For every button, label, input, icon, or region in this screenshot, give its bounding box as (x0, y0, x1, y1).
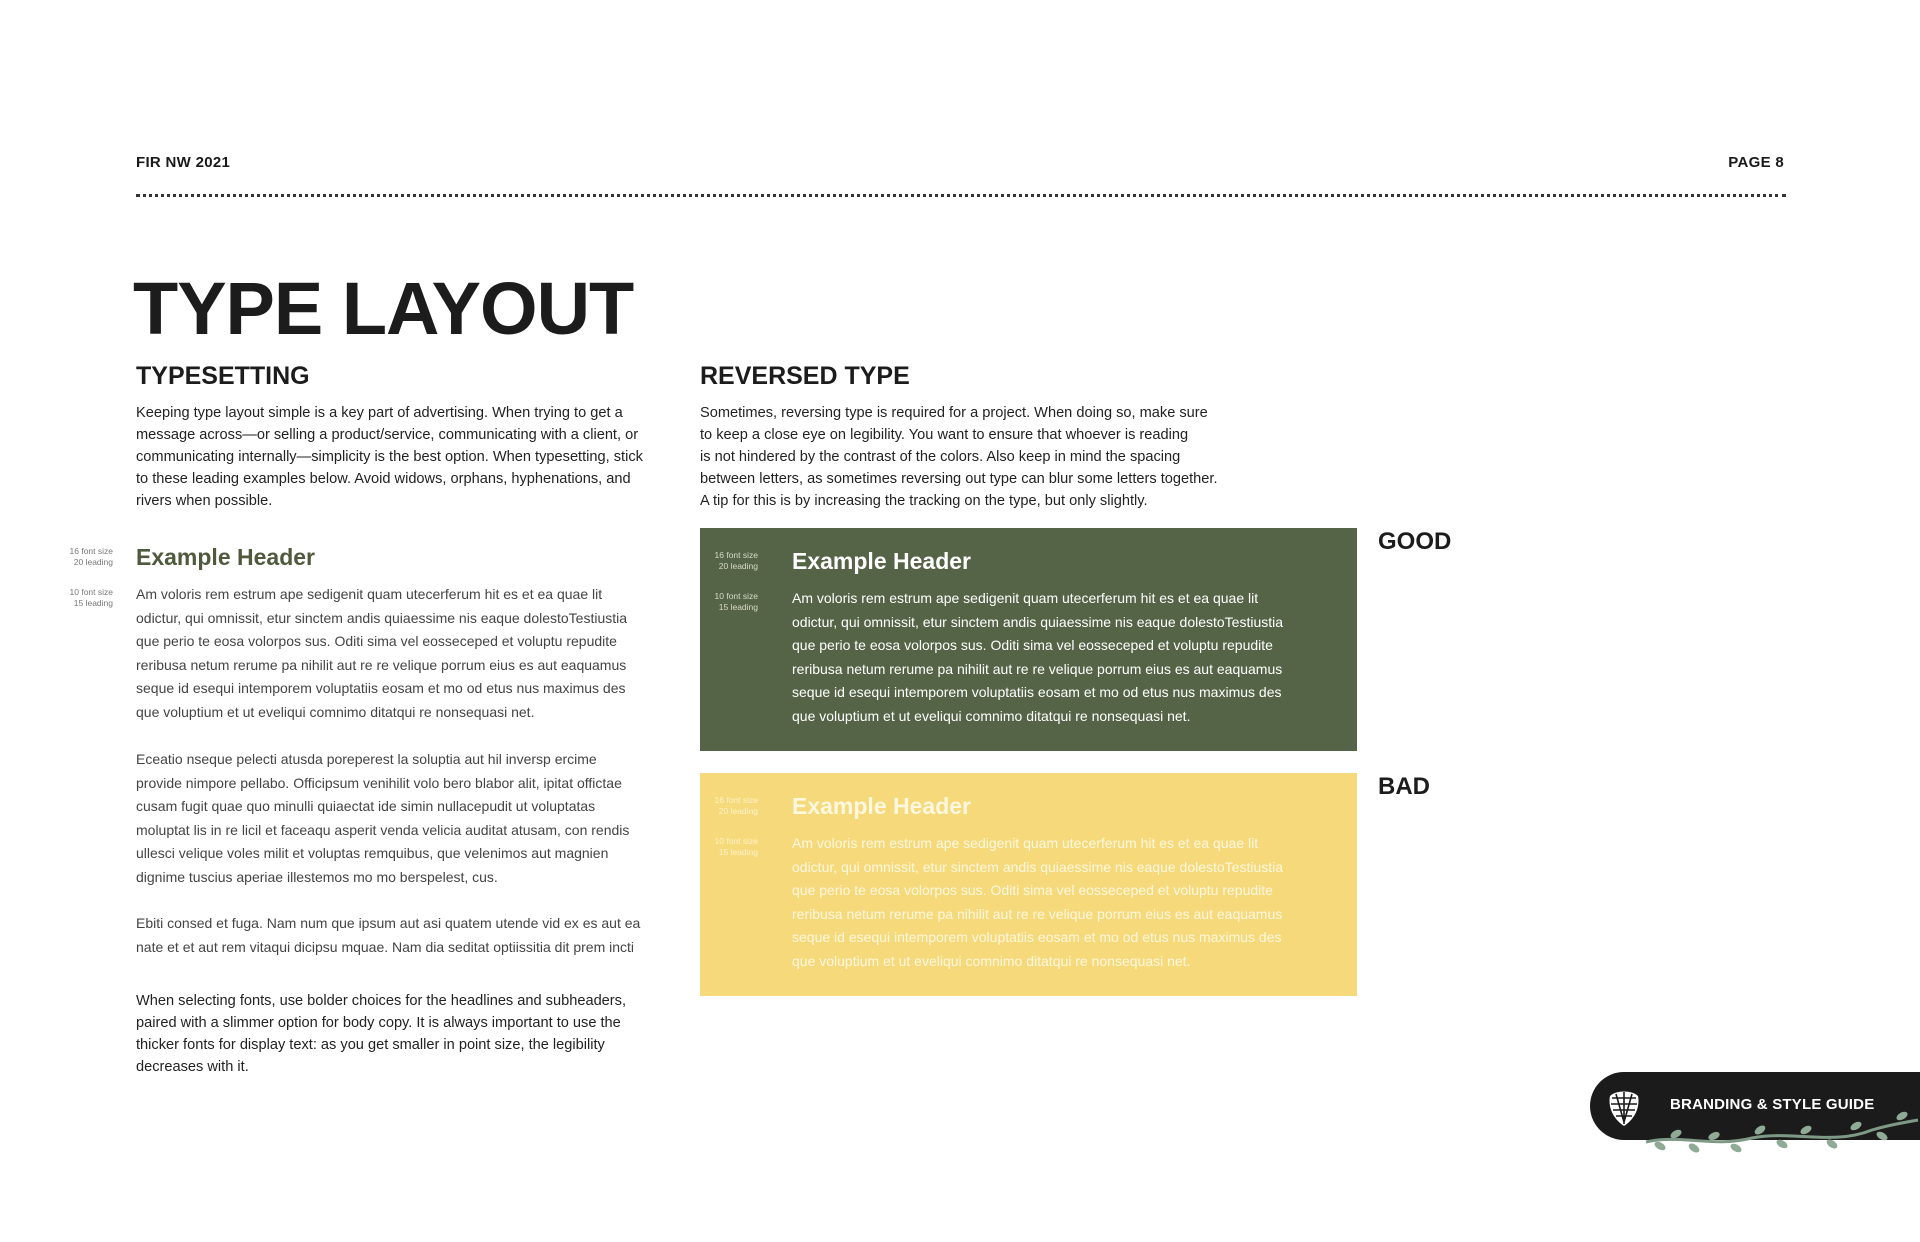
closing-paragraph (136, 990, 678, 1078)
example-paragraph-1 (136, 583, 696, 724)
text-line: odictur, qui omnissit, etur sinctem andis quiaessime nis eaque dolestoTestiustia (136, 609, 628, 626)
pinecone-icon (1606, 1084, 1642, 1133)
text-line: que perio te eosa volorpos sus. Oditi sima vel eosseceped et voluptu repudite (792, 637, 1273, 653)
text-line: que perio te eosa volorpos sus. Oditi sima vel eosseceped et voluptu repudite (136, 633, 617, 649)
text-line: between letters, as sometimes reversing out type can blur some letters together. (700, 471, 1218, 487)
typesetting-intro (136, 402, 678, 512)
text-line: que perio te eosa volorpos sus. Oditi sima vel eosseceped et voluptu repudite (792, 882, 1273, 898)
badge-label: BRANDING & STYLE GUIDE (1670, 1096, 1875, 1113)
text-line: decreases with it. (136, 1059, 249, 1075)
text-line: paired with a slimmer option for body copy. It is always important to use the (136, 1015, 621, 1031)
example-body (792, 587, 1352, 728)
note-line: 16 font size (714, 795, 758, 805)
text-line: is not hindered by the contrast of the colors. Also keep in mind the spacing (700, 449, 1181, 465)
note-line: 10 font size (714, 836, 758, 846)
note-line: 15 leading (718, 602, 758, 612)
text-line: dignime tuscius aperiae illestemos mo mo berspelest, cus. (136, 868, 498, 885)
text-line: seque id esequi intemporem voluptatiis eosam et mo od etus nus maximus des (792, 684, 1282, 700)
text-line: Ebiti consed et fuga. Nam num que ipsum aut asi quatem utende vid ex es aut ea (136, 915, 641, 931)
text-line: reribusa netum rerume pa nihilit aut re re velique porrum eius es aut eaquamus (792, 905, 1283, 922)
text-line: Am voloris rem estrum ape sedigenit quam utecerferum hit es et ea quae lit (792, 590, 1259, 606)
text-line: to these leading examples below. Avoid widows, orphans, hyphenations, and (136, 471, 631, 487)
bad-label: BAD (1378, 773, 1430, 800)
note-line: 15 leading (73, 598, 113, 608)
page-title: TYPE LAYOUT (133, 267, 634, 350)
note-line: 20 leading (718, 561, 758, 571)
example-paragraph-3 (136, 912, 696, 959)
note-line: 10 font size (714, 591, 758, 601)
spec-note-body (700, 591, 758, 613)
text-line: rivers when possible. (136, 493, 273, 509)
note-line: 16 font size (69, 546, 113, 556)
text-line: seque id esequi intemporem voluptatiis eosam et mo od etus nus maximus des (792, 929, 1282, 945)
bad-example-box (700, 773, 1357, 996)
text-line: reribusa netum rerume pa nihilit aut re re velique porrum eius es aut eaquamus (792, 660, 1283, 677)
note-line: 20 leading (718, 806, 758, 816)
text-line: odictur, qui omnissit, etur sinctem andis quiaessime nis eaque dolestoTestiustia (792, 613, 1284, 630)
example-body (792, 832, 1352, 973)
text-line: to keep a close eye on legibility. You want to ensure that whoever is reading (700, 427, 1189, 443)
reversed-intro (700, 402, 1245, 512)
doc-header-left: FIR NW 2021 (136, 154, 231, 171)
text-line: seque id esequi intemporem voluptatiis eosam et mo od etus nus maximus des (136, 680, 626, 696)
page-number: PAGE 8 (1728, 154, 1784, 171)
spec-note-body (700, 836, 758, 858)
note-line: 20 leading (73, 557, 113, 567)
example-header: Example Header (792, 793, 971, 819)
text-line: A tip for this is by increasing the tracking on the type, but only slightly. (700, 493, 1148, 509)
text-line: odictur, qui omnissit, etur sinctem andis quiaessime nis eaque dolestoTestiustia (792, 858, 1284, 875)
typesetting-heading: TYPESETTING (136, 362, 310, 390)
good-label: GOOD (1378, 528, 1452, 555)
text-line: que voluptium et ut eveliqui comnimo ditatqui re nonsequasi net. (136, 703, 535, 720)
note-line: 15 leading (718, 847, 758, 857)
text-line: communicating internally—simplicity is the best option. When typesetting, stick (136, 449, 643, 465)
text-line: Sometimes, reversing type is required for a project. When doing so, make sure (700, 405, 1208, 421)
text-line: ullesci velique voles milit et voluptas remquibus, que velenimos aut magnien (136, 845, 609, 861)
reversed-type-heading: REVERSED TYPE (700, 362, 910, 390)
text-line: reribusa netum rerume pa nihilit aut re re velique porrum eius es aut eaquamus (136, 656, 627, 673)
good-example-box (700, 528, 1357, 751)
spec-note-header (700, 550, 758, 572)
spec-note-header (45, 546, 113, 568)
example-header: Example Header (136, 544, 315, 570)
note-line: 10 font size (69, 587, 113, 597)
example-paragraph-2 (136, 748, 696, 889)
text-line: Keeping type layout simple is a key part of advertising. When trying to get a (136, 405, 623, 421)
text-line: Am voloris rem estrum ape sedigenit quam utecerferum hit es et ea quae lit (136, 586, 603, 602)
text-line: Am voloris rem estrum ape sedigenit quam utecerferum hit es et ea quae lit (792, 835, 1259, 851)
text-line: When selecting fonts, use bolder choices for the headlines and subheaders, (136, 993, 627, 1009)
spec-note-header (700, 795, 758, 817)
text-line: que voluptium et ut eveliqui comnimo ditatqui re nonsequasi net. (792, 952, 1191, 969)
text-line: nate et et aut rem vitaqui dicipsu mquae. Nam dia seditat optiissitia dit prem incti (136, 938, 635, 955)
example-header: Example Header (792, 548, 971, 574)
text-line: moluptat lis in re licil et faceaqu asperit venda velicia auditat atusam, con rendis (136, 821, 630, 838)
text-line: message across—or selling a product/service, communicating with a client, or (136, 427, 639, 443)
text-line: Eceatio nseque pelecti atusda poreperest la soluptia aut hil inversp ercime (136, 751, 597, 767)
text-line: cusam fugit quae quo minulli quiaectat ide simin nullacepudit ut voluptatas (136, 798, 596, 814)
spec-note-body (45, 587, 113, 609)
text-line: thicker fonts for display text: as you get smaller in point size, the legibility (136, 1037, 605, 1053)
text-line: que voluptium et ut eveliqui comnimo ditatqui re nonsequasi net. (792, 707, 1191, 724)
note-line: 16 font size (714, 550, 758, 560)
vine-decoration (1642, 1108, 1920, 1168)
dotted-divider (136, 194, 1786, 197)
text-line: provide nimpore pellabo. Officipsum venihilit volo bero blabor alit, ipitat offictae (136, 774, 622, 791)
